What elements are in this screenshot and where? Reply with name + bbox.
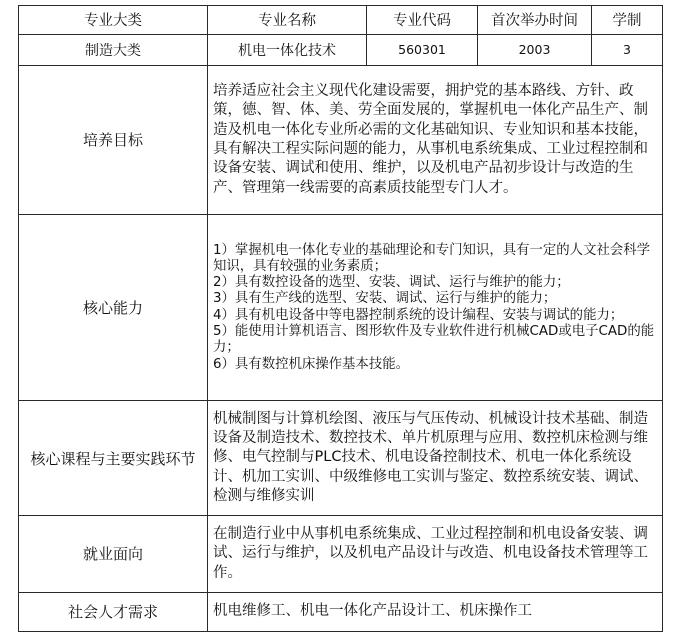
- program-info-table: [18, 5, 663, 632]
- ability-item: 3）具有生产线的选型、安装、调试、运行与维护的能力；: [213, 291, 557, 307]
- demand-text: 机电维修工、机电一体化产品设计工、机床操作工: [208, 592, 663, 631]
- header-duration: 学制: [592, 6, 663, 35]
- ability-item: 2）具有数控设备的选型、安装、调试、运行与维护的能力；: [213, 275, 570, 291]
- program-row: [19, 34, 663, 65]
- header-name: 专业名称: [208, 6, 367, 35]
- courses-text: 机械制图与计算机绘图、液压与气压传动、机械设计技术基础、制造设备及制造技术、数控技术、单片机原理与应用、数控机床检测与维修、电气控制与PLC技术、机电设备控制技术、机电一体化系统设计、机加工实训、中级维修电工实训与鉴定、数控系统安装、调试、检测与维修实训: [208, 401, 663, 516]
- courses-row: [19, 401, 663, 516]
- program-code: 560301: [367, 34, 478, 65]
- demand-label: 社会人才需求: [19, 592, 208, 631]
- demand-row: [19, 592, 663, 631]
- ability-item: 6）具有数控机床操作基本技能。: [213, 356, 409, 372]
- abilities-label: 核心能力: [19, 215, 208, 401]
- ability-item: 5）能使用计算机语言、图形软件及专业软件进行机械CAD或电子CAD的能力；: [213, 324, 655, 356]
- employment-row: [19, 516, 663, 593]
- goal-label: 培养目标: [19, 65, 208, 215]
- header-row: [19, 6, 663, 35]
- goal-text: 培养适应社会主义现代化建设需要，拥护党的基本路线、方针、政策，德、智、体、美、劳全面发展的，掌握机电一体化产品生产、制造及机电一体化专业所必需的文化基础知识、专业知识和基本技能，具有解决工程实际问题的能力，从事机电系统集成、工业过程控制和设备安装、调试和使用、维护，以及机电产品初步设计与改造的生产、管理第一线需要的高素质技能型专门人才。: [208, 65, 663, 215]
- header-code: 专业代码: [367, 6, 478, 35]
- header-first-year: 首次举办时间: [478, 6, 592, 35]
- courses-label: 核心课程与主要实践环节: [19, 401, 208, 516]
- ability-item: 4）具有机电设备中等电器控制系统的设计编程、安装与调试的能力；: [213, 307, 624, 323]
- header-category: 专业大类: [19, 6, 208, 35]
- abilities-list: [208, 215, 663, 401]
- program-name: 机电一体化技术: [208, 34, 367, 65]
- ability-item: 1）掌握机电一体化专业的基础理论和专门知识，具有一定的人文社会科学知识，具有较强的业务素质；: [213, 242, 651, 274]
- employment-text: 在制造行业中从事机电系统集成、工业过程控制和机电设备安装、调试、运行与维护，以及机电产品设计与改造、机电设备技术管理等工作。: [208, 516, 663, 593]
- employment-label: 就业面向: [19, 516, 208, 593]
- goal-row: [19, 65, 663, 215]
- program-category: 制造大类: [19, 34, 208, 65]
- program-duration: 3: [592, 34, 663, 65]
- abilities-row: [19, 215, 663, 401]
- program-first-year: 2003: [478, 34, 592, 65]
